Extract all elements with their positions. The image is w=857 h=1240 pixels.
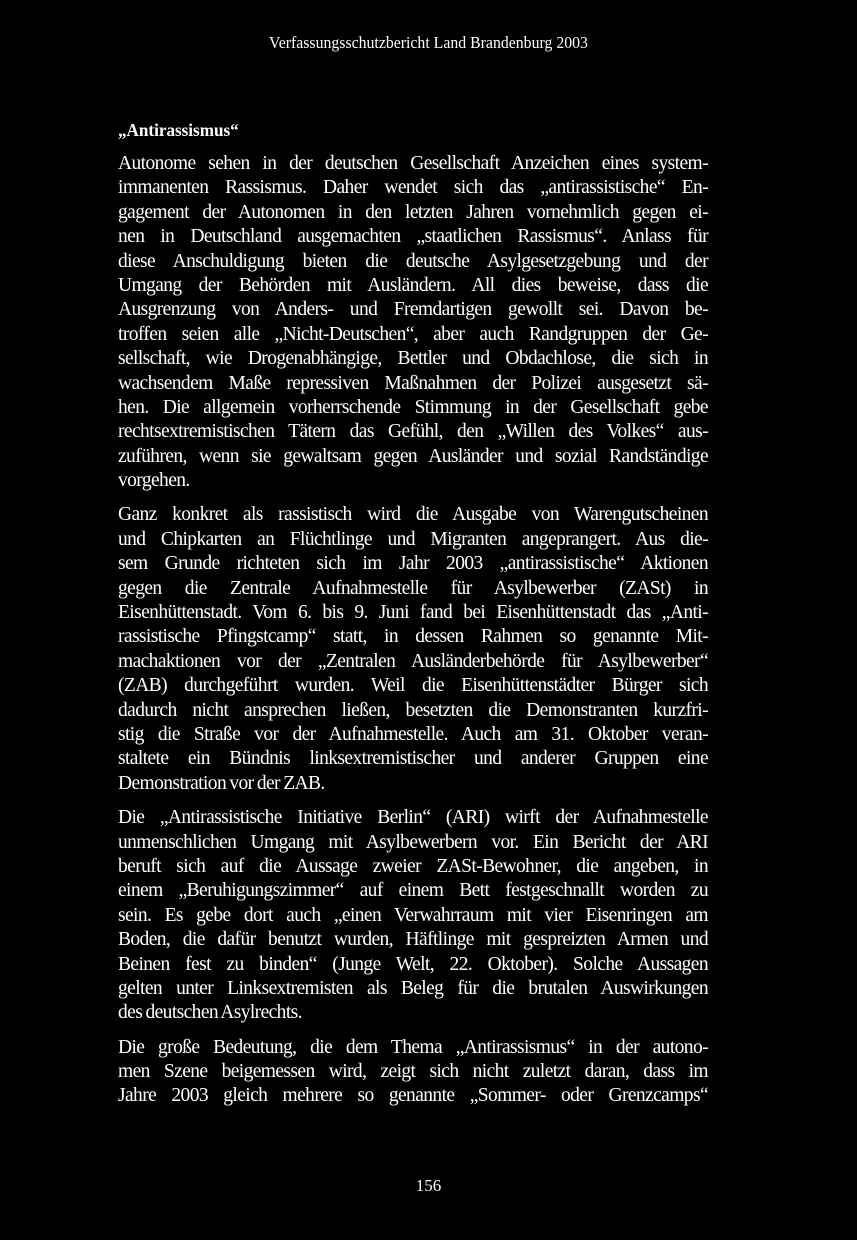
text-line: Ausgrenzung von Anders- und Fremdartigen gewollt sei. Davon be- — [118, 299, 708, 321]
page-number: 156 — [415, 1176, 442, 1195]
text-line: gegen die Zentrale Aufnahmestelle für Asylbewerber (ZASt) in — [118, 577, 708, 599]
text-line: Autonome sehen in der deutschen Gesellschaft Anzeichen eines system- — [118, 153, 708, 174]
text-line: sem Grunde richteten sich im Jahr 2003 „antirassistische“ Aktionen — [118, 553, 708, 575]
text-line: Die große Bedeutung, die dem Thema „Antirassismus“ in der autono- — [118, 1036, 708, 1058]
paragraph-3 — [118, 806, 708, 1026]
text-line: nen in Deutschland ausgemachten „staatlichen Rassismus“. Anlass für — [118, 226, 708, 248]
text-line: diese Anschuldigung bieten die deutsche Asylgesetzgebung und der — [118, 250, 708, 272]
document-body — [118, 116, 708, 1119]
text-line: gagement der Autonomen in den letzten Jahren vornehmlich gegen ei- — [118, 201, 708, 223]
paragraph-1 — [118, 152, 708, 493]
paragraph-4 — [118, 1036, 708, 1109]
text-line: einem „Beruhigungszimmer“ auf einem Bett festgeschnallt worden zu — [118, 880, 708, 902]
text-line: zuführen, wenn sie gewaltsam gegen Ausländer und sozial Randständige — [118, 445, 708, 467]
text-line: und Chipkarten an Flüchtlinge und Migranten angeprangert. Aus die- — [118, 528, 708, 550]
text-line: Boden, die dafür benutzt wurden, Häftlinge mit gespreizten Armen und — [118, 929, 708, 951]
text-line: unmenschlichen Umgang mit Asylbewerbern vor. Ein Bericht der ARI — [118, 831, 708, 853]
text-line: Die „Antirassistische Initiative Berlin“ (ARI) wirft der Aufnahmestelle — [118, 807, 708, 829]
text-line: rechtsextremistischen Tätern das Gefühl, den „Willen des Volkes“ aus- — [118, 421, 708, 443]
text-line: sein. Es gebe dort auch „einen Verwahrraum mit vier Eisenringen am — [118, 904, 708, 926]
section-title: „Antirassismus“ — [118, 120, 239, 140]
text-line: des deutschen Asylrechts. — [118, 1002, 302, 1024]
text-line: machaktionen vor der „Zentralen Ausländerbehörde für Asylbewerber“ — [118, 650, 708, 672]
text-line: dadurch nicht ansprechen ließen, besetzten die Demonstranten kurzfri- — [118, 699, 708, 721]
text-line: wachsendem Maße repressiven Maßnahmen der Polizei ausgesetzt sä- — [118, 372, 708, 394]
text-line: sellschaft, wie Drogenabhängige, Bettler und Obdachlose, die sich in — [118, 348, 708, 370]
text-line: staltete ein Bündnis linksextremistischer und anderer Gruppen eine — [118, 748, 708, 770]
text-line: Demonstration vor der ZAB. — [118, 772, 325, 794]
text-line: beruft sich auf die Aussage zweier ZASt-Bewohner, die angeben, in — [118, 855, 708, 877]
text-line: vorgehen. — [118, 470, 190, 492]
text-line: stig die Straße vor der Aufnahmestelle. Auch am 31. Oktober veran- — [118, 723, 708, 745]
text-line: rassistische Pfingstcamp“ statt, in dessen Rahmen so genannte Mit- — [118, 626, 708, 648]
text-line: Umgang der Behörden mit Ausländern. All dies beweise, dass die — [118, 274, 708, 296]
text-line: gelten unter Linksextremisten als Beleg für die brutalen Auswirkungen — [118, 977, 708, 999]
text-line: troffen seien alle „Nicht-Deutschen“, aber auch Randgruppen der Ge- — [118, 323, 708, 345]
paragraph-2 — [118, 503, 708, 796]
text-line: Ganz konkret als rassistisch wird die Ausgabe von Warengutscheinen — [118, 504, 708, 526]
text-line: immanenten Rassismus. Daher wendet sich das „antirassistische“ En- — [118, 177, 708, 199]
text-line: Jahre 2003 gleich mehrere so genannte „Sommer- oder Grenzcamps“ — [118, 1085, 708, 1107]
text-line: men Szene beigemessen wird, zeigt sich nicht zuletzt daran, dass im — [118, 1061, 708, 1083]
text-line: hen. Die allgemein vorherrschende Stimmung in der Gesellschaft gebe — [118, 396, 708, 418]
text-line: Eisenhüttenstadt. Vom 6. bis 9. Juni fand bei Eisenhüttenstadt das „Anti- — [118, 602, 708, 624]
text-line: (ZAB) durchgeführt wurden. Weil die Eisenhüttenstädter Bürger sich — [118, 675, 708, 697]
text-line: Beinen fest zu binden“ (Junge Welt, 22. Oktober). Solche Aussagen — [118, 953, 708, 975]
running-header: Verfassungsschutzbericht Land Brandenburg 2003 — [269, 33, 588, 52]
